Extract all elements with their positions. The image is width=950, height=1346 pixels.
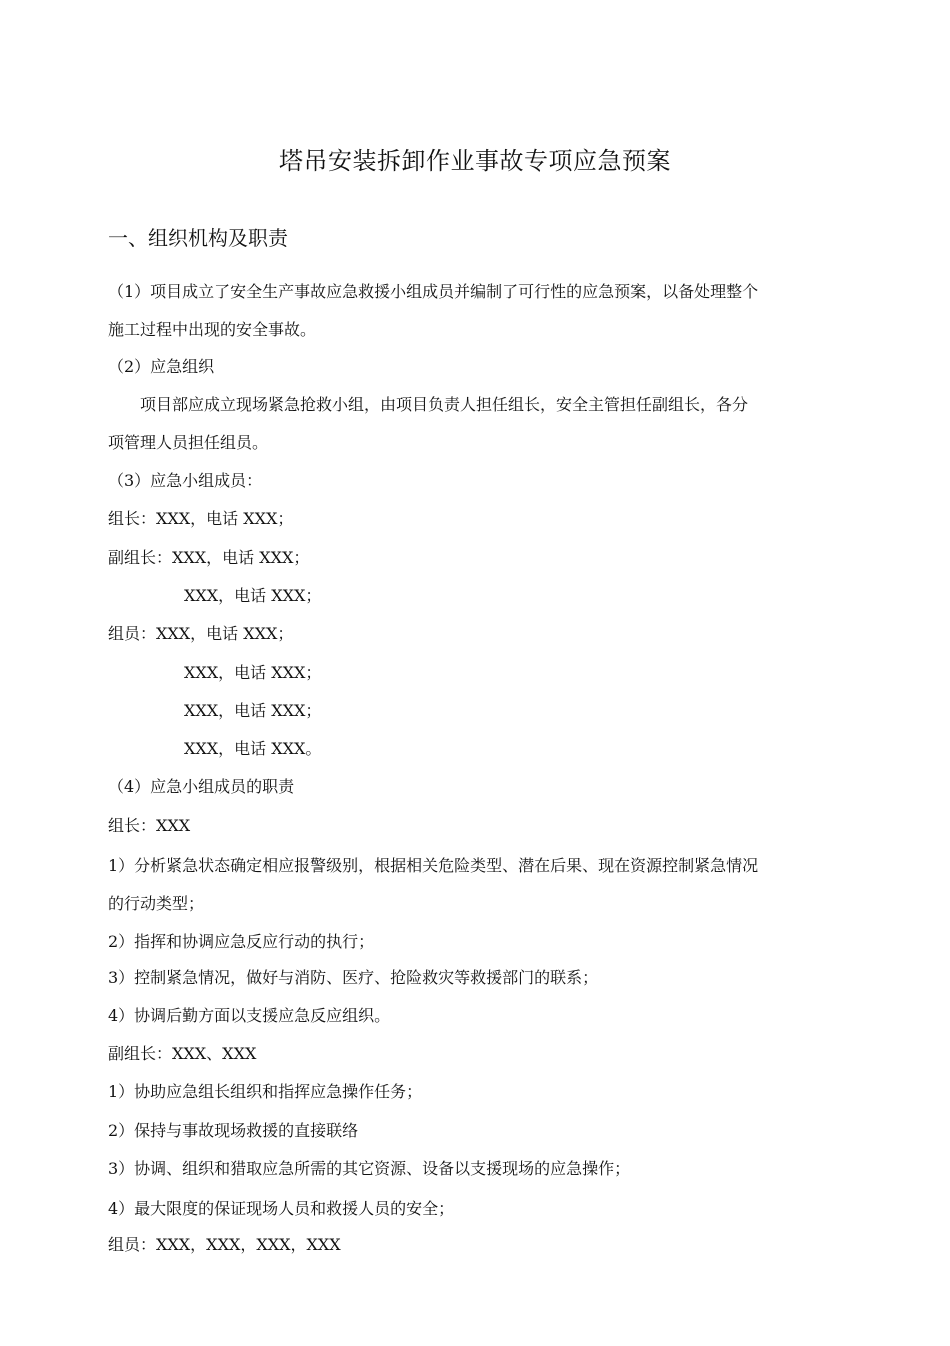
paragraph-line: 项目部应成立现场紧急抢救小组，由项目负责人担任组长，安全主管担任副组长，各分 — [108, 395, 749, 414]
member-line: 组员：XXX，电话 XXX； — [108, 624, 294, 643]
paragraph-line: 项管理人员担任组员。 — [108, 433, 269, 452]
paragraph-line: 施工过程中出现的安全事故。 — [108, 320, 317, 339]
member-line: XXX，电话 XXX； — [184, 663, 322, 682]
member-line: XXX，电话 XXX； — [184, 701, 322, 720]
subheading-line: （4）应急小组成员的职责 — [108, 777, 295, 796]
paragraph-line: 的行动类型； — [108, 894, 205, 913]
member-line: 组员：XXX，XXX，XXX，XXX — [108, 1235, 341, 1254]
paragraph-line: 1）协助应急组长组织和指挥应急操作任务； — [108, 1082, 423, 1101]
section-heading: 一、组织机构及职责 — [108, 226, 288, 250]
paragraph-line: 1）分析紧急状态确定相应报警级别，根据相关危险类型、潜在后果、现在资源控制紧急情况 — [108, 856, 759, 875]
member-line: 副组长：XXX，电话 XXX； — [108, 548, 310, 567]
subheading-line: （3）应急小组成员： — [108, 471, 263, 490]
member-line: XXX，电话 XXX； — [184, 586, 322, 605]
member-line: 副组长：XXX、XXX — [108, 1044, 257, 1063]
paragraph-line: 3）协调、组织和猎取应急所需的其它资源、设备以支援现场的应急操作； — [108, 1159, 631, 1178]
paragraph-line: 4）最大限度的保证现场人员和救援人员的安全； — [108, 1199, 455, 1218]
paragraph-line: 3）控制紧急情况，做好与消防、医疗、抢险救灾等救援部门的联系； — [108, 968, 599, 987]
paragraph-line: 4）协调后勤方面以支援应急反应组织。 — [108, 1006, 391, 1025]
paragraph-line: 2）保持与事故现场救援的直接联络 — [108, 1121, 359, 1140]
member-line: 组长：XXX — [108, 816, 191, 835]
member-line: 组长：XXX，电话 XXX； — [108, 509, 294, 528]
member-line: XXX，电话 XXX。 — [184, 739, 322, 758]
paragraph-line: 2）指挥和协调应急反应行动的执行； — [108, 932, 375, 951]
subheading-line: （2）应急组织 — [108, 357, 215, 376]
document-title: 塔吊安装拆卸作业事故专项应急预案 — [279, 147, 671, 175]
paragraph-line: （1）项目成立了安全生产事故应急救援小组成员并编制了可行性的应急预案，以备处理整个 — [108, 282, 759, 301]
